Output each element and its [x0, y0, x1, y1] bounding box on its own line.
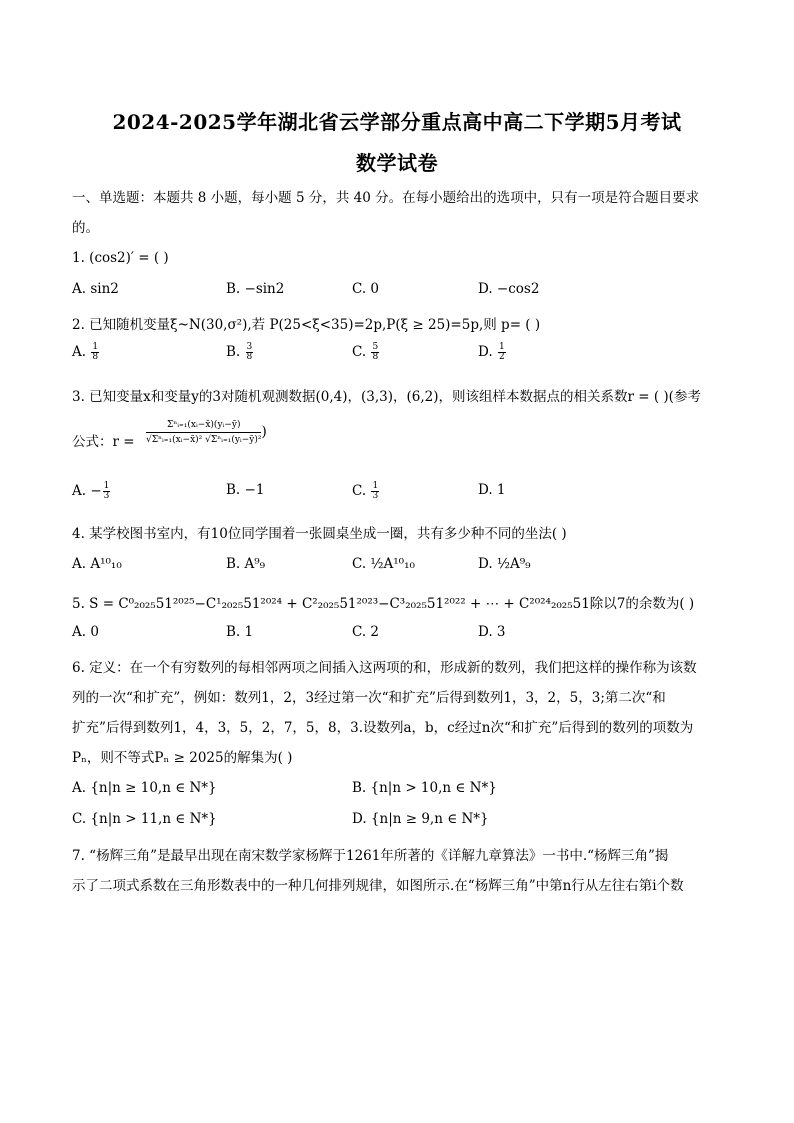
q1-stem: 1. (cos2)′ = ( ) [72, 250, 169, 266]
q4-option-a: A. A¹⁰₁₀ [72, 556, 122, 572]
denominator: 8 [92, 352, 99, 362]
section-intro-line2: 的。 [72, 220, 99, 236]
q6-line1: 6. 定义：在一个有穷数列的每相邻两项之间插入这两项的和，形成新的数列，我们把这样的操作称为该数 [72, 660, 697, 676]
q4-option-c: C. ½A¹⁰₁₀ [352, 556, 415, 572]
q5-option-b: B. 1 [226, 624, 254, 640]
exam-subtitle: 数学试卷 [356, 151, 438, 175]
q4-option-d: D. ½A⁹₉ [478, 556, 531, 572]
q5-option-d: D. 3 [478, 624, 506, 640]
formula-numerator: Σⁿᵢ₌₁(xᵢ−x̄)(yᵢ−ȳ) [146, 420, 261, 433]
formula-close-paren: ) [261, 424, 267, 440]
q2-option-d-fraction [498, 343, 506, 362]
q2-option-d-label: D. [478, 344, 493, 360]
denominator: 3 [372, 491, 379, 501]
q2-option-a [72, 343, 100, 362]
q2-option-a-label: A. [72, 344, 87, 360]
numerator: 1 [372, 481, 379, 491]
q6-line3: 扩充”后得到数列1，4，3，5，2，7，5，8，3.设数列a，b，c经过n次“和扩充”后得到的数列的项数为 [72, 720, 694, 736]
section-intro-line1: 一、单选题：本题共 8 小题，每小题 5 分，共 40 分。在每小题给出的选项中，只有一项是符合题目要求 [72, 190, 700, 206]
q3-option-c-fraction [371, 482, 379, 501]
q3-stem: 3. 已知变量x和变量y的3对随机观测数据(0,4)，(3,3)，(6,2)，则该组样本数据点的相关系数r = ( )(参考 [72, 389, 701, 405]
denominator: 8 [246, 352, 253, 362]
q2-option-d [478, 343, 507, 362]
q3-option-c-label: C. [352, 483, 367, 499]
q6-option-b: B. {n|n > 10,n ∈ N*} [352, 780, 497, 796]
q3-option-a-fraction [103, 482, 111, 501]
q6-option-c: C. {n|n > 11,n ∈ N*} [72, 811, 217, 827]
q3-option-b: B. −1 [226, 482, 265, 498]
q6-option-d: D. {n|n ≥ 9,n ∈ N*} [352, 811, 489, 827]
q3-option-a-label: A. − [72, 483, 102, 499]
q4-stem: 4. 某学校图书室内，有10位同学围着一张圆桌坐成一圈，共有多少种不同的坐法( ) [72, 526, 567, 542]
q2-option-b [226, 343, 254, 362]
q2-option-c [352, 343, 380, 362]
q2-option-b-label: B. [226, 344, 241, 360]
denominator: 8 [372, 352, 379, 362]
q3-option-d: D. 1 [478, 482, 506, 498]
denominator: 3 [103, 491, 110, 501]
q1-option-a: A. sin2 [72, 281, 119, 297]
numerator: 1 [103, 481, 110, 491]
q4-option-b: B. A⁹₉ [226, 556, 266, 572]
q3-formula-label: 公式：r = [72, 434, 135, 450]
q2-option-c-fraction [371, 343, 379, 362]
q5-stem: 5. S = C⁰₂₀₂₅51²⁰²⁵−C¹₂₀₂₅51²⁰²⁴ + C²₂₀₂₅51²⁰²³−C³₂₀₂₅51²⁰²² + ⋯ + C²⁰²⁴₂₀₂₅51除以7的余数为( ) [72, 596, 695, 612]
q7-line1: 7. “杨辉三角”是最早出现在南宋数学家杨辉于1261年所著的《详解九章算法》一书中.“杨辉三角”揭 [72, 848, 669, 864]
denominator: 2 [498, 352, 505, 362]
q3-option-a [72, 482, 111, 501]
q6-line4: Pₙ，则不等式Pₙ ≥ 2025的解集为( ) [72, 750, 293, 766]
numerator: 1 [92, 342, 99, 352]
q5-option-c: C. 2 [352, 624, 380, 640]
q2-stem: 2. 已知随机变量ξ~N(30,σ²),若 P(25<ξ<35)=2p,P(ξ ≥ 25)=5p,则 p= ( ) [72, 317, 541, 333]
numerator: 3 [246, 342, 253, 352]
q2-option-c-label: C. [352, 344, 367, 360]
q1-option-c: C. 0 [352, 281, 380, 297]
correlation-fraction [146, 420, 261, 445]
q1-option-b: B. −sin2 [226, 281, 285, 297]
q7-line2: 示了二项式系数在三角形数表中的一种几何排列规律，如图所示.在“杨辉三角”中第n行从左往右第i个数 [72, 878, 684, 894]
q6-option-a: A. {n|n ≥ 10,n ∈ N*} [72, 780, 217, 796]
q2-option-a-fraction [91, 343, 99, 362]
numerator: 1 [498, 342, 505, 352]
q3-option-c [352, 482, 380, 501]
formula-denominator: √Σⁿᵢ₌₁(xᵢ−x̄)² √Σⁿᵢ₌₁(yᵢ−ȳ)² [146, 435, 262, 445]
numerator: 5 [372, 342, 379, 352]
q2-option-b-fraction [246, 343, 254, 362]
q6-line2: 列的一次“和扩充”，例如：数列1，2，3经过第一次“和扩充”后得到数列1，3，2，5，3;第二次“和 [72, 690, 666, 706]
q1-option-d: D. −cos2 [478, 281, 540, 297]
q3-formula [146, 420, 267, 445]
exam-title: 2024-2025学年湖北省云学部分重点高中高二下学期5月考试 [112, 110, 682, 134]
q5-option-a: A. 0 [72, 624, 99, 640]
